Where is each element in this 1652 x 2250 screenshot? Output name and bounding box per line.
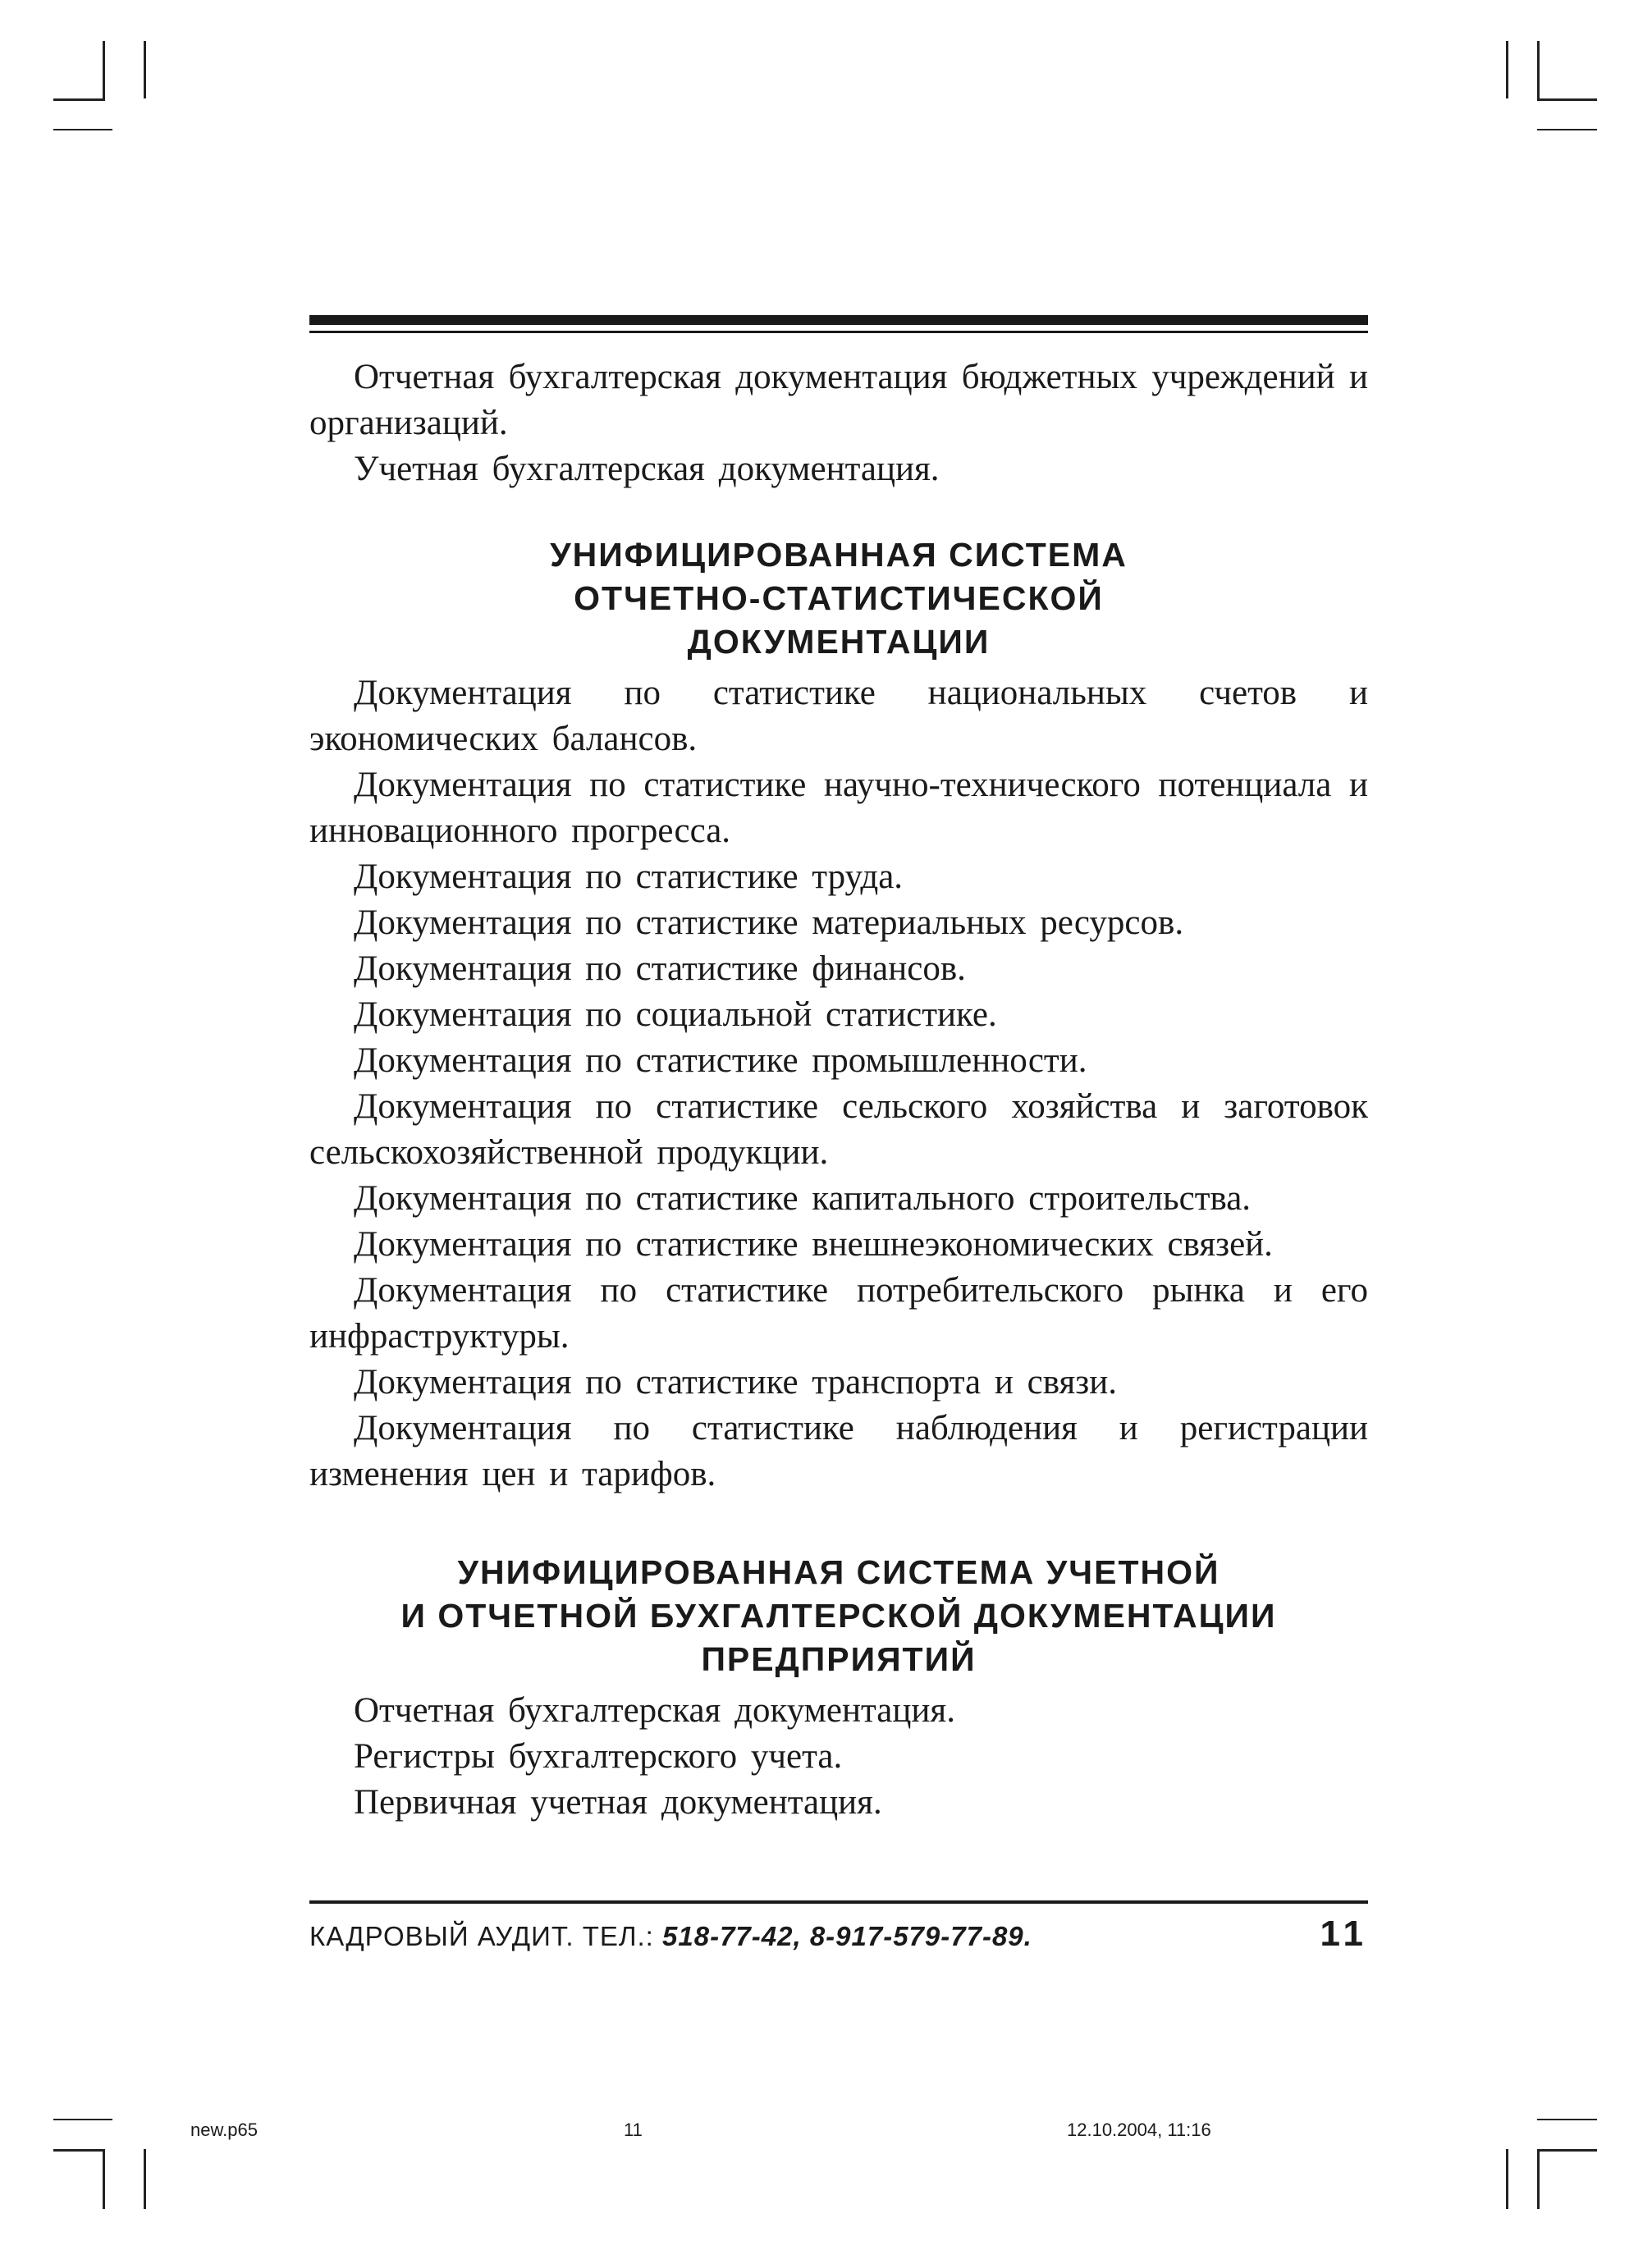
header-rule-thin: [309, 331, 1368, 333]
slug-page: 11: [624, 2120, 643, 2140]
crop-mark: [144, 2149, 146, 2209]
heading-line: ОТЧЕТНО-СТАТИСТИЧЕСКОЙ: [574, 579, 1104, 617]
heading-line: ПРЕДПРИЯТИЙ: [701, 1640, 977, 1678]
footer-contact: [309, 1921, 1032, 1952]
crop-mark: [53, 2149, 105, 2152]
list-item: Документация по статистике национальных счетов и экономических балансов.: [309, 674, 1368, 758]
heading-line: И ОТЧЕТНОЙ БУХГАЛТЕРСКОЙ ДОКУМЕНТАЦИИ: [400, 1597, 1277, 1635]
list-item: Регистры бухгалтерского учета.: [354, 1737, 843, 1776]
page-content: [309, 315, 1368, 1826]
crop-mark: [53, 2119, 112, 2120]
list-item: Документация по статистике промышленности.: [354, 1041, 1087, 1080]
footer-line: [309, 1914, 1368, 1955]
list-item: Документация по статистике потребительского рынка и его инфраструктуры.: [309, 1271, 1368, 1356]
crop-mark: [53, 129, 112, 130]
list-item: Документация по статистике капитального строительства.: [354, 1179, 1252, 1218]
heading-line: ДОКУМЕНТАЦИИ: [687, 623, 991, 661]
crop-mark: [1506, 2149, 1508, 2209]
header-rule-thick: [309, 315, 1368, 325]
crop-mark: [103, 2149, 105, 2209]
intro-paragraph: Учетная бухгалтерская документация.: [354, 450, 940, 488]
list-item: Документация по статистике внешнеэкономических связей.: [354, 1225, 1273, 1264]
intro-paragraph: Отчетная бухгалтерская документация бюджетных учреждений и организаций.: [309, 358, 1368, 442]
list-item: Документация по социальной статистике.: [354, 995, 997, 1034]
list-item: Первичная учетная документация.: [354, 1783, 882, 1822]
list-item: Документация по статистике материальных ресурсов.: [354, 903, 1184, 942]
crop-mark: [1506, 41, 1508, 98]
list-item: Документация по статистике труда.: [354, 857, 904, 896]
footer-label: КАДРОВЫЙ АУДИТ. ТЕЛ.:: [309, 1921, 654, 1951]
heading-line: УНИФИЦИРОВАННАЯ СИСТЕМА: [550, 536, 1128, 574]
crop-mark: [1537, 2149, 1540, 2209]
crop-mark: [53, 98, 105, 101]
heading-line: УНИФИЦИРОВАННАЯ СИСТЕМА УЧЕТНОЙ: [457, 1553, 1220, 1591]
crop-mark: [1537, 41, 1540, 98]
page-number: 11: [1320, 1914, 1368, 1954]
footer-rule: [309, 1900, 1368, 1904]
crop-mark: [1537, 2119, 1597, 2120]
page-footer: [309, 1900, 1368, 1955]
crop-mark: [1537, 98, 1597, 101]
body-text: [309, 354, 1368, 1826]
list-item: Документация по статистике сельского хозяйства и заготовок сельскохозяйственной продукции.: [309, 1087, 1368, 1172]
crop-mark: [103, 41, 105, 98]
slug-file: new.p65: [190, 2120, 258, 2140]
section-heading: [309, 533, 1368, 664]
slug-datetime: 12.10.2004, 11:16: [1067, 2120, 1211, 2140]
crop-mark: [1537, 2149, 1597, 2152]
crop-mark: [144, 41, 146, 98]
crop-mark: [1537, 129, 1597, 130]
list-item: Документация по статистике транспорта и связи.: [354, 1363, 1117, 1402]
list-item: Документация по статистике научно-технического потенциала и инновационного прогресса.: [309, 766, 1368, 850]
list-item: Документация по статистике наблюдения и регистрации изменения цен и тарифов.: [309, 1409, 1368, 1493]
footer-phones: 518-77-42, 8-917-579-77-89.: [662, 1921, 1032, 1951]
section-heading: [309, 1551, 1368, 1681]
list-item: Документация по статистике финансов.: [354, 949, 966, 988]
list-item: Отчетная бухгалтерская документация.: [354, 1691, 955, 1730]
